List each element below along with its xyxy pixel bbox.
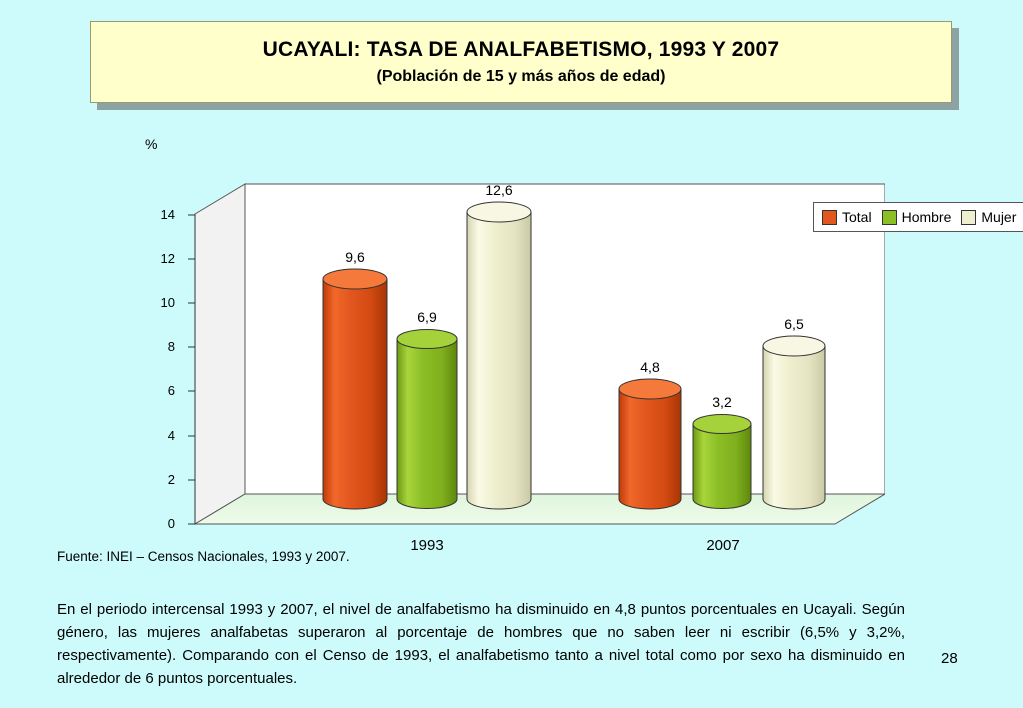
page-number: 28 — [941, 650, 958, 667]
y-tick-14: 14 — [160, 207, 175, 222]
page-subtitle: (Población de 15 y más años de edad) — [376, 68, 666, 85]
legend-item-total — [822, 209, 876, 225]
x-label-1993: 1993 — [410, 537, 444, 554]
y-tick-6: 6 — [167, 383, 175, 398]
value-label-1993-total: 9,6 — [345, 249, 365, 265]
legend-label-mujer: Mujer — [981, 209, 1017, 225]
legend-item-hombre — [882, 209, 956, 225]
page-title: UCAYALI: TASA DE ANALFABETISMO, 1993 Y 2007 — [262, 38, 780, 61]
bar-1993-hombre — [397, 330, 457, 509]
chart-legend — [813, 202, 1023, 232]
y-tick-8: 8 — [167, 339, 175, 354]
y-tick-2: 2 — [167, 472, 175, 487]
value-label-2007-total: 4,8 — [640, 359, 660, 375]
chart-canvas — [185, 154, 885, 534]
body-paragraph: En el periodo intercensal 1993 y 2007, el nivel de analfabetismo ha disminuido en 4,8 puntos porcentuales en Ucayali. Según género, las mujeres analfabetas superaron al porcentaje de hombres que no saben leer ni escribir (6,5% y 3,2%, respectivamente). Comparando con el Censo de 1993, el analfabetismo tanto a nivel total como por sexo ha disminuido en alrededor de 6 puntos porcentuales. — [57, 601, 905, 687]
source-note: Fuente: INEI – Censos Nacionales, 1993 y 2007. — [57, 549, 350, 564]
bar-1993-total — [323, 269, 387, 509]
legend-label-hombre: Hombre — [901, 209, 952, 225]
value-label-1993-hombre: 6,9 — [417, 309, 437, 325]
legend-swatch-total — [822, 210, 837, 225]
y-axis-unit-label: % — [145, 136, 158, 152]
bar-2007-hombre — [693, 415, 751, 509]
value-label-2007-mujer: 6,5 — [784, 316, 804, 332]
title-banner — [90, 21, 952, 103]
chart-container — [55, 128, 1017, 554]
bar-2007-mujer — [763, 336, 825, 509]
y-tick-12: 12 — [160, 251, 175, 266]
chart-plot-area — [160, 154, 1017, 554]
bar-2007-total — [619, 379, 681, 509]
y-tick-10: 10 — [160, 295, 175, 310]
value-label-1993-mujer: 12,6 — [485, 182, 513, 198]
legend-swatch-hombre — [882, 210, 897, 225]
legend-label-total: Total — [842, 209, 872, 225]
legend-swatch-mujer — [961, 210, 976, 225]
value-label-2007-hombre: 3,2 — [712, 394, 732, 410]
y-tick-4: 4 — [167, 428, 175, 443]
y-tick-0: 0 — [167, 516, 175, 531]
x-label-2007: 2007 — [706, 537, 740, 554]
bar-1993-mujer — [467, 202, 531, 509]
legend-item-mujer — [961, 209, 1020, 225]
